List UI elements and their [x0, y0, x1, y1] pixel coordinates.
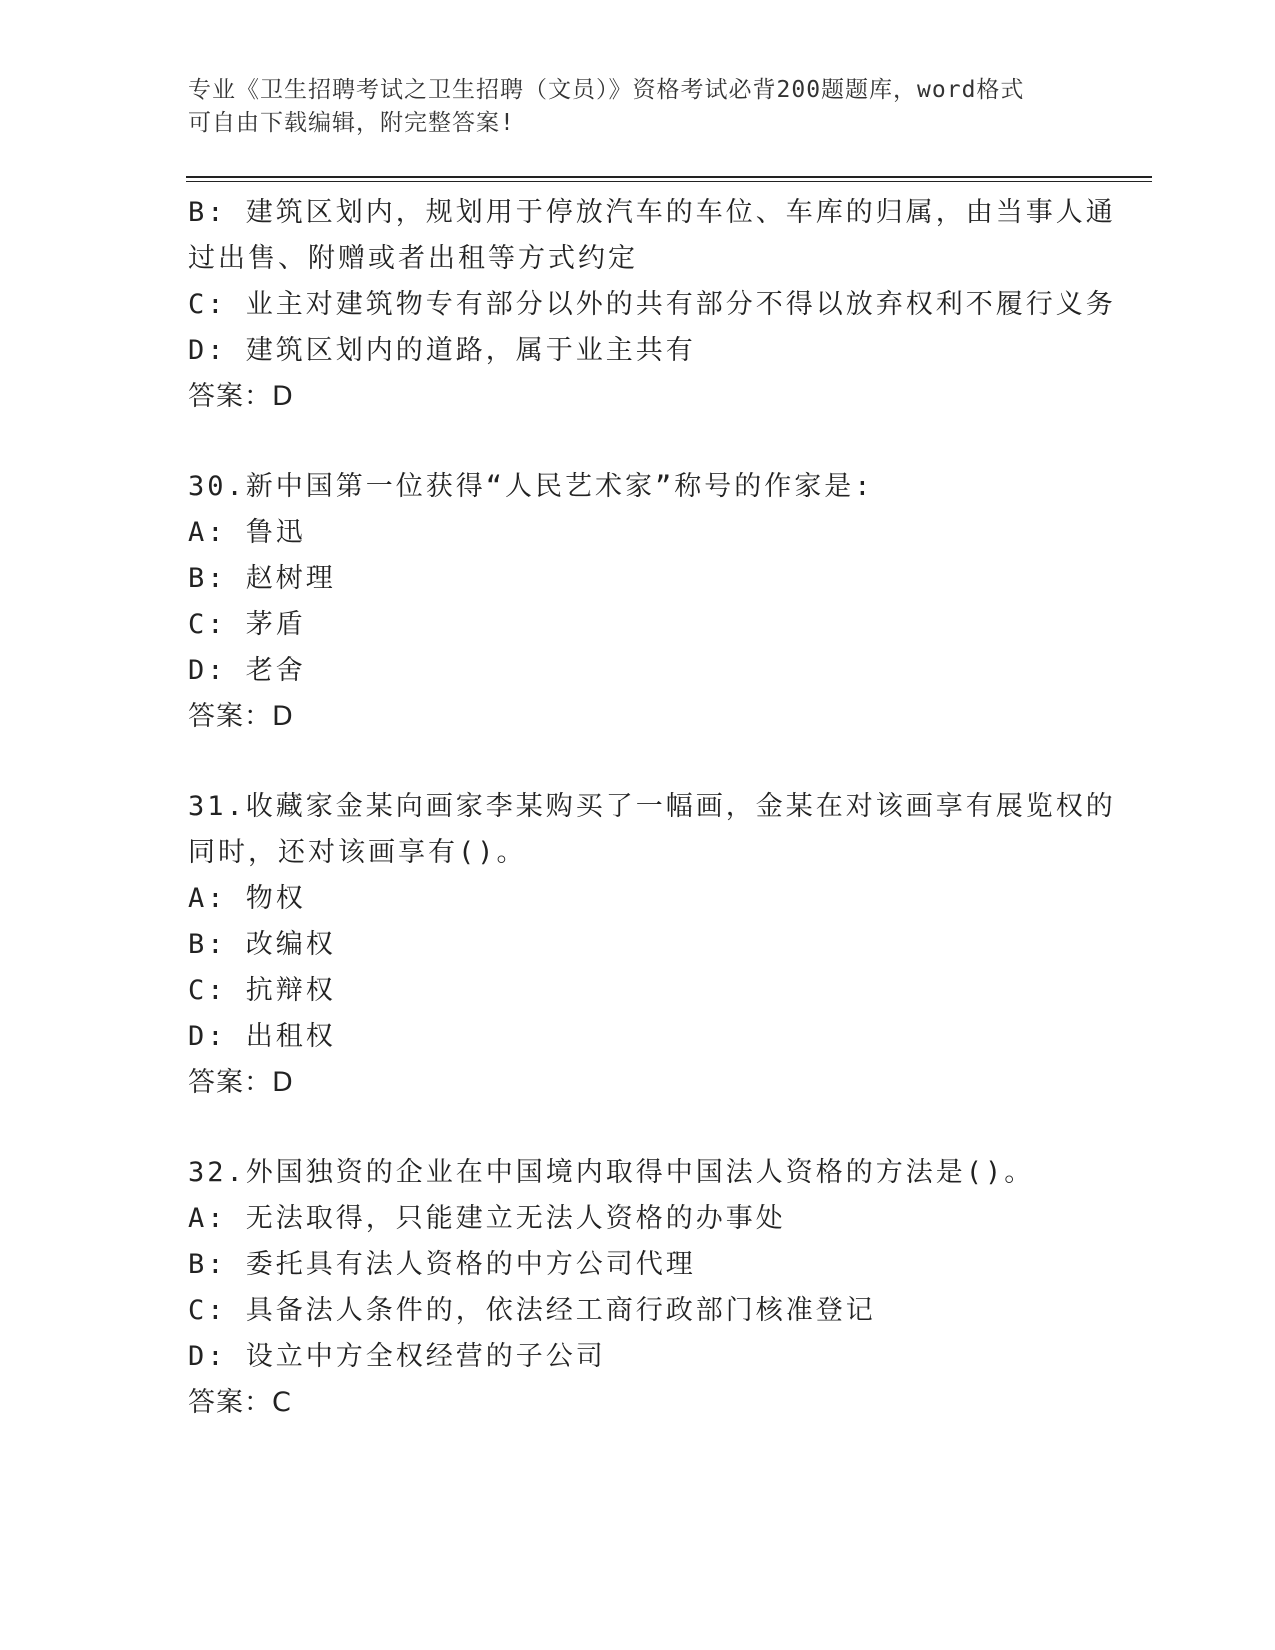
question-32 [188, 1150, 1088, 1426]
option-d: D: 出租权 [188, 1021, 336, 1052]
option-b: B: 委托具有法人资格的中方公司代理 [188, 1249, 696, 1280]
header-title-line-2: 可自由下载编辑，附完整答案! [188, 110, 515, 136]
answer: 答案：D [188, 1067, 294, 1098]
option-c: C: 业主对建筑物专有部分以外的共有部分不得以放弃权利不履行义务 [188, 289, 1116, 320]
question-30 [188, 464, 1088, 740]
question-29-continued [188, 190, 1116, 420]
spacer [188, 740, 1088, 784]
question-31 [188, 784, 1116, 1106]
option-b: B: 赵树理 [188, 563, 336, 594]
option-a: A: 物权 [188, 883, 306, 914]
question-text: 32.外国独资的企业在中国境内取得中国法人资格的方法是()。 [188, 1157, 1035, 1188]
header-divider-thin [186, 181, 1152, 182]
answer: 答案：D [188, 381, 294, 412]
question-text-line-2: 同时，还对该画享有()。 [188, 837, 527, 868]
document-header [188, 74, 1068, 140]
option-a: A: 无法取得，只能建立无法人资格的办事处 [188, 1203, 786, 1234]
option-c: C: 茅盾 [188, 609, 306, 640]
spacer [188, 420, 1088, 464]
option-d: D: 建筑区划内的道路，属于业主共有 [188, 335, 696, 366]
option-b: B: 改编权 [188, 929, 336, 960]
option-d: D: 设立中方全权经营的子公司 [188, 1341, 606, 1372]
question-text: 30.新中国第一位获得“人民艺术家”称号的作家是: [188, 471, 874, 502]
spacer [188, 1106, 1088, 1150]
option-b-line-2: 过出售、附赠或者出租等方式约定 [188, 243, 638, 274]
question-text-line-1: 31.收藏家金某向画家李某购买了一幅画，金某在对该画享有展览权的 [188, 791, 1116, 822]
answer: 答案：D [188, 701, 294, 732]
option-b-line-1: B: 建筑区划内，规划用于停放汽车的车位、车库的归属，由当事人通 [188, 197, 1116, 228]
answer: 答案：C [188, 1387, 292, 1418]
header-divider-thick [186, 176, 1152, 178]
question-list [188, 190, 1116, 1426]
option-d: D: 老舍 [188, 655, 306, 686]
option-c: C: 具备法人条件的，依法经工商行政部门核准登记 [188, 1295, 876, 1326]
option-c: C: 抗辩权 [188, 975, 336, 1006]
option-a: A: 鲁迅 [188, 517, 306, 548]
header-title-line-1: 专业《卫生招聘考试之卫生招聘（文员）》资格考试必背200题题库，word格式 [188, 77, 1025, 103]
